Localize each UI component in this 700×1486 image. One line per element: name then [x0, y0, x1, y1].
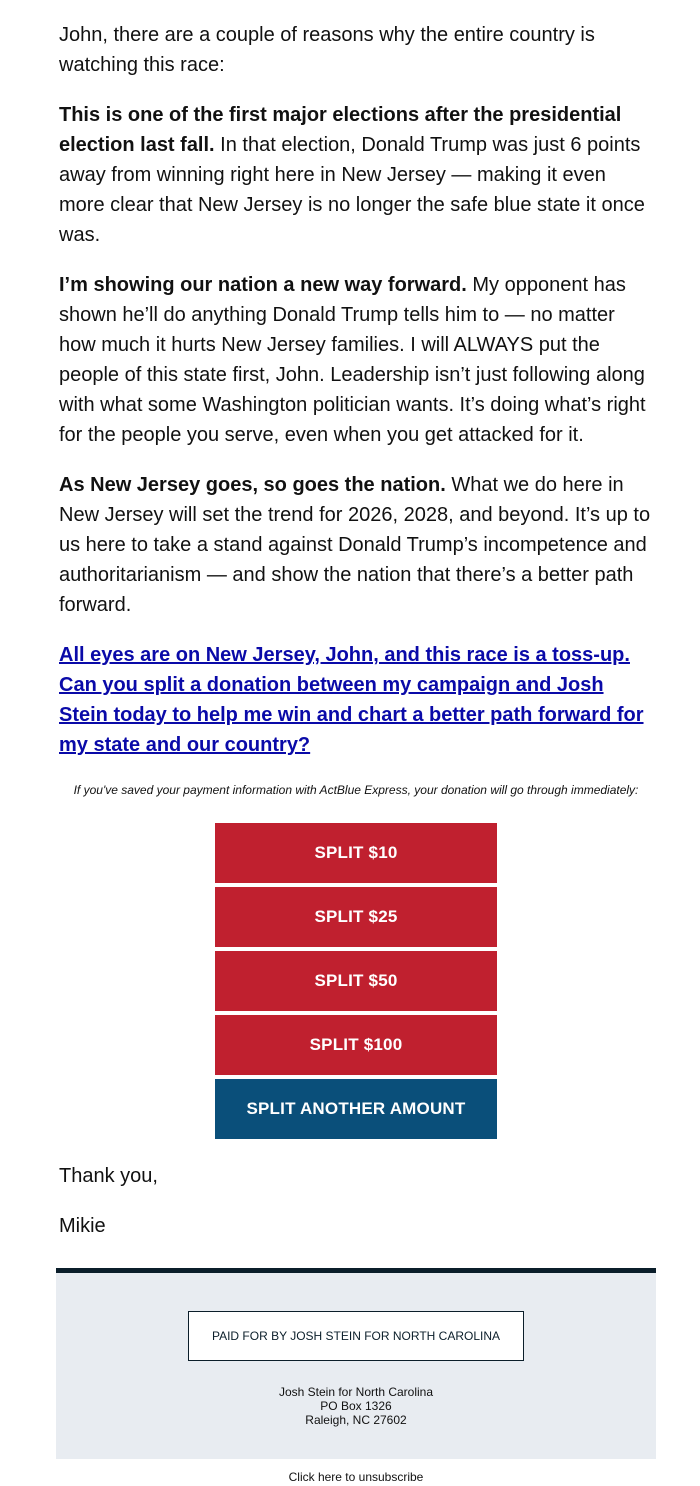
- body-paragraph-3: [59, 470, 655, 620]
- split-10-button[interactable]: SPLIT $10: [215, 823, 497, 883]
- donation-cta-link[interactable]: All eyes are on New Jersey, John, and this race is a toss-up. Can you split a donation between my campaign and Josh Stein today to help me win and chart a better path forward for my state and our country?: [59, 644, 644, 756]
- actblue-express-note: If you've saved your payment information with ActBlue Express, your donation will go through immediately:: [73, 783, 639, 797]
- paragraph-2-text: My opponent has shown he’ll do anything Donald Trump tells him to — no matter how much it hurts New Jersey families. I will ALWAYS put the people of this state first, John. Leadership isn’t just following along with what some Washington politician wants. It’s doing what’s right for the people you serve, even when you get attacked for it.: [59, 274, 646, 446]
- paragraph-1-lead: This is one of the first major elections after the presidential election last fall.: [59, 104, 622, 156]
- intro-paragraph: John, there are a couple of reasons why the entire country is watching this race:: [59, 24, 595, 76]
- email-body: [59, 20, 655, 760]
- address-line-2: PO Box 1326: [320, 1399, 392, 1413]
- paragraph-3-text: What we do here in New Jersey will set the trend for 2026, 2028, and beyond. It’s up to us here to take a stand against Donald Trump’s incompetence and authoritarianism — and show the nation that there’s a better path forward.: [59, 474, 651, 616]
- address-line-3: Raleigh, NC 27602: [305, 1413, 407, 1427]
- address-line-1: Josh Stein for North Carolina: [278, 1385, 434, 1399]
- split-another-amount-button[interactable]: SPLIT ANOTHER AMOUNT: [215, 1079, 497, 1139]
- paragraph-3-lead: As New Jersey goes, so goes the nation.: [59, 474, 446, 496]
- mailing-address: [56, 1385, 656, 1427]
- footer: [56, 1273, 656, 1459]
- signature: Mikie: [59, 1215, 106, 1237]
- body-paragraph-2: [59, 270, 655, 450]
- thank-you-line: Thank you,: [59, 1165, 158, 1187]
- split-100-button[interactable]: SPLIT $100: [215, 1015, 497, 1075]
- unsubscribe-link[interactable]: Click here to unsubscribe: [288, 1470, 424, 1484]
- paragraph-2-lead: I’m showing our nation a new way forward.: [59, 274, 467, 296]
- paid-for-disclaimer: PAID FOR BY JOSH STEIN FOR NORTH CAROLINA: [188, 1311, 524, 1361]
- paragraph-1-text: In that election, Donald Trump was just 6 points away from winning right here in New Jersey — making it even more clear that New Jersey is no longer the safe blue state it once was.: [59, 134, 645, 246]
- split-50-button[interactable]: SPLIT $50: [215, 951, 497, 1011]
- split-25-button[interactable]: SPLIT $25: [215, 887, 497, 947]
- body-paragraph-1: [59, 100, 655, 250]
